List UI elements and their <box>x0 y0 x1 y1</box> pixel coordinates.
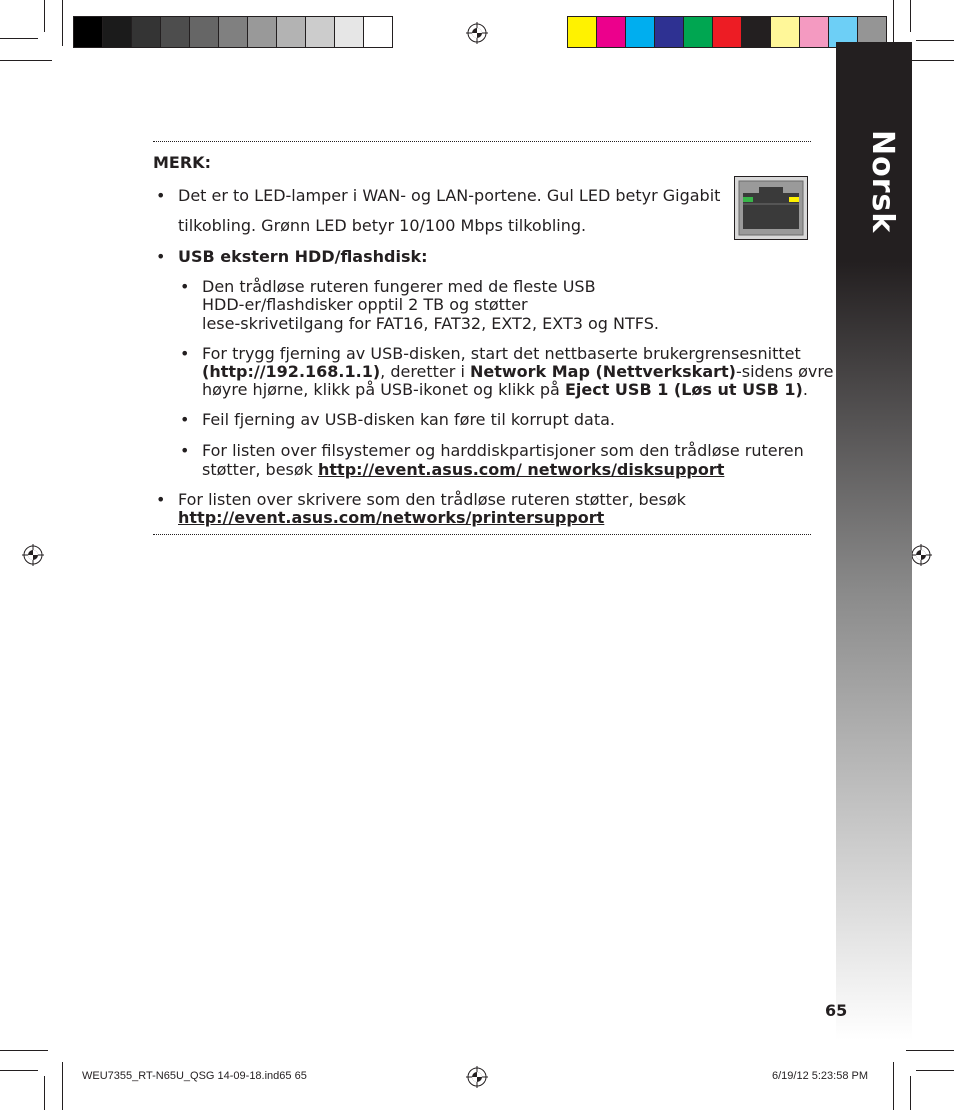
sub-bullet-marker: • <box>180 410 190 429</box>
footer-datetime: 6/19/12 5:23:58 PM <box>772 1070 869 1082</box>
color-swatch <box>596 16 626 48</box>
note-heading: MERK: <box>153 153 211 172</box>
color-swatch <box>363 16 393 48</box>
usb-compat-line2: HDD-er/flashdisker opptil 2 TB og støtter <box>202 295 528 314</box>
crop-mark <box>893 0 894 46</box>
color-swatch <box>73 16 103 48</box>
footer-filename: WEU7355_RT-N65U_QSG 14-09-18.ind65 65 <box>82 1070 307 1082</box>
ethernet-port-icon <box>735 177 807 239</box>
language-tab-label <box>842 130 902 234</box>
crop-mark <box>893 1062 894 1110</box>
bullet-marker: • <box>156 186 166 205</box>
registration-mark-icon <box>466 1066 488 1088</box>
color-swatch <box>131 16 161 48</box>
color-swatch <box>683 16 713 48</box>
safe-removal-tail: -sidens øvre <box>735 362 834 381</box>
disk-support-link[interactable]: http://event.asus.com/ networks/disksupport <box>318 460 725 479</box>
safe-removal-period: . <box>802 380 808 399</box>
note-top-divider <box>153 141 811 142</box>
usb-heading: USB ekstern HDD/flashdisk: <box>178 247 428 266</box>
color-swatch <box>218 16 248 48</box>
led-note-line1: Det er to LED-lamper i WAN- og LAN-portene. Gul LED betyr Gigabit <box>178 186 721 205</box>
safe-removal-line3-text: høyre hjørne, klikk på USB-ikonet og klikk på <box>202 380 565 399</box>
bullet-marker: • <box>156 247 166 266</box>
note-bottom-divider <box>153 534 811 535</box>
led-note-line2: tilkobling. Grønn LED betyr 10/100 Mbps tilkobling. <box>178 216 587 235</box>
network-map-label: Network Map (Nettverkskart) <box>469 362 736 381</box>
color-swatch <box>625 16 655 48</box>
color-swatch <box>102 16 132 48</box>
disk-support-line1: For listen over filsystemer og harddiskpartisjoner som den trådløse ruteren <box>202 441 804 460</box>
crop-mark <box>0 38 38 39</box>
safe-removal-line1: For trygg fjerning av USB-disken, start det nettbaserte brukergrensesnittet <box>202 344 801 363</box>
color-swatch <box>276 16 306 48</box>
page-number: 65 <box>825 1001 848 1020</box>
bullet-marker: • <box>156 490 166 509</box>
disk-support-prefix: støtter, besøk <box>202 460 319 479</box>
color-swatch <box>305 16 335 48</box>
crop-mark <box>916 40 954 41</box>
color-swatch <box>189 16 219 48</box>
usb-compat-line3: lese-skrivetilgang for FAT16, FAT32, EXT2, EXT3 og NTFS. <box>202 314 659 333</box>
registration-mark-icon <box>910 544 932 566</box>
safe-removal-line3 <box>202 380 808 399</box>
gray-swatch-strip <box>73 16 392 48</box>
color-swatch <box>741 16 771 48</box>
safe-removal-mid: , deretter i <box>380 362 470 381</box>
corruption-warning: Feil fjerning av USB-disken kan føre til korrupt data. <box>202 410 615 429</box>
color-swatch <box>567 16 597 48</box>
crop-mark <box>62 0 63 46</box>
crop-mark <box>0 60 52 61</box>
router-ip-address: (http://192.168.1.1) <box>202 362 381 381</box>
registration-mark-icon <box>22 544 44 566</box>
crop-mark <box>62 1062 63 1110</box>
crop-mark <box>44 1076 45 1110</box>
sub-bullet-marker: • <box>180 441 190 460</box>
eject-usb-label: Eject USB 1 (Løs ut USB 1) <box>564 380 803 399</box>
crop-mark <box>916 1070 954 1071</box>
crop-mark <box>0 1070 38 1071</box>
color-swatch <box>334 16 364 48</box>
crop-mark <box>910 1076 911 1110</box>
printer-support-line1: For listen over skrivere som den trådløse ruteren støtter, besøk <box>178 490 686 509</box>
color-swatch <box>712 16 742 48</box>
sub-bullet-marker: • <box>180 344 190 363</box>
disk-support-line2 <box>202 460 724 479</box>
ethernet-port-image <box>734 176 808 240</box>
crop-mark <box>44 0 45 32</box>
crop-mark <box>906 1050 954 1051</box>
printer-support-link[interactable]: http://event.asus.com/networks/printersupport <box>178 508 605 527</box>
color-swatch <box>160 16 190 48</box>
crop-mark <box>0 1050 48 1051</box>
crop-mark <box>910 0 911 32</box>
color-swatch <box>654 16 684 48</box>
safe-removal-line2 <box>202 362 833 381</box>
registration-mark-icon <box>466 22 488 44</box>
usb-compat-line1: Den trådløse ruteren fungerer med de fleste USB <box>202 277 596 296</box>
sub-bullet-marker: • <box>180 277 190 296</box>
color-swatch <box>247 16 277 48</box>
color-swatch <box>770 16 800 48</box>
color-swatch <box>799 16 829 48</box>
language-tab-text: Norsk <box>865 130 900 234</box>
